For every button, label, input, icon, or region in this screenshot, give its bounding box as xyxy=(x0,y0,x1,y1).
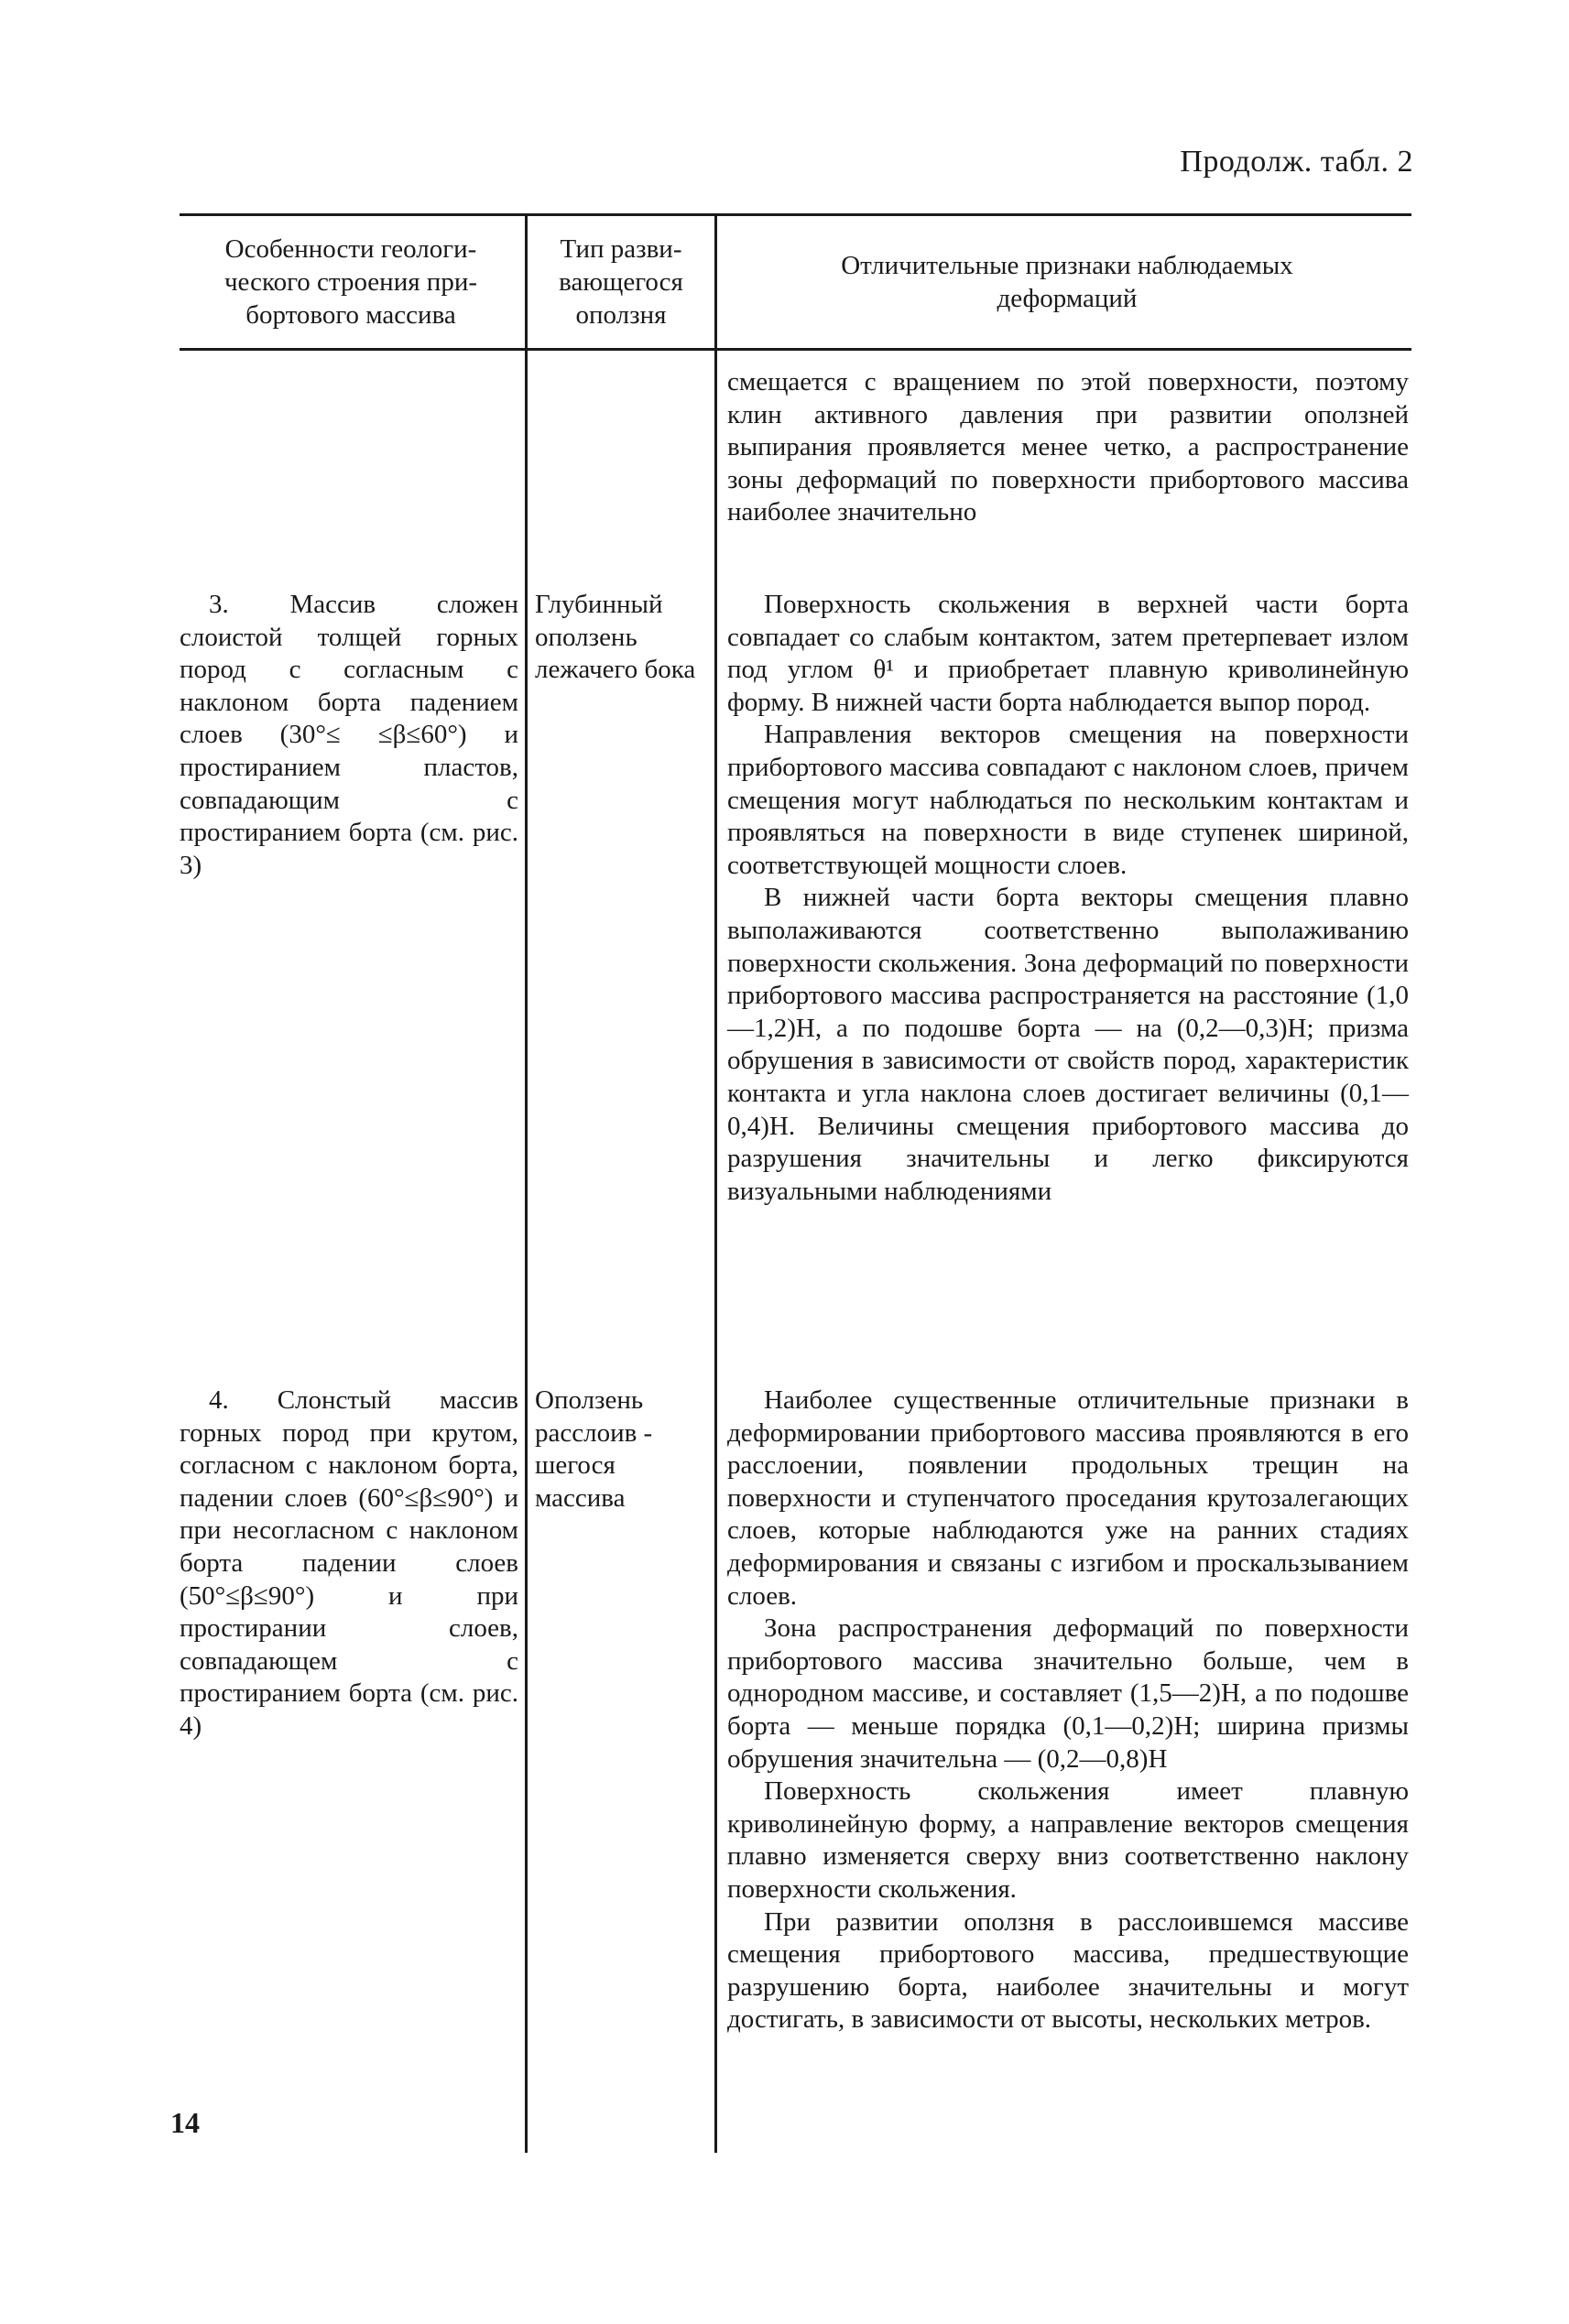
paragraph: Зона распространения деформаций по поверхности прибортового массива значительно больше, чем в однородном массиве, и составляет (1,5—2)H, а по подошве борта — меньше порядка (0,1—0,2)H; ширина призмы обрушения значительна — (0,2—0,8)H xyxy=(727,1613,1409,1774)
header-signs-line: деформаций xyxy=(997,284,1138,313)
paragraph: Оползень расслоив - шегося массива xyxy=(535,1385,653,1513)
header-landslide-type xyxy=(531,223,711,341)
paragraph: Поверхность скольжения имеет плавную криволинейную форму, а направление векторов смещения плавно изменяется сверху вниз соответственно наклону поверхности скольжения. xyxy=(727,1776,1409,1904)
table-top-rule xyxy=(180,213,1411,216)
header-signs-line: Отличительные признаки наблюдаемых xyxy=(841,251,1293,280)
paragraph: Наиболее существенные отличительные признаки в деформировании прибортового массива проявляются в его расслоении, появлении продольных трещин на поверхности и ступенчатого проседания крутозалегающих слоев, которые наблюдаются уже на ранних стадиях деформирования и связаны с изгибом и проскальзыванием слоев. xyxy=(727,1385,1409,1611)
header-type-line: Тип разви- xyxy=(560,234,682,264)
column-divider-1 xyxy=(525,213,528,2153)
continued-row-signs xyxy=(727,366,1409,529)
header-bottom-rule xyxy=(180,348,1411,351)
row4-type xyxy=(535,1385,711,1515)
page-number: 14 xyxy=(170,2106,200,2139)
paragraph: При развитии оползня в расслоившемся массиве смещения прибортового массива, предшествующие разрушению борта, наиболее значительны и могут достигать, в зависимости от высоты, нескольких метров. xyxy=(727,1906,1409,2035)
header-type-line: вающегося xyxy=(559,267,683,297)
column-divider-2 xyxy=(714,213,717,2153)
row3-geology xyxy=(180,589,518,882)
header-geology xyxy=(180,223,522,341)
header-type-line: оползня xyxy=(575,300,667,330)
paragraph: 3. Массив сложен слоистой толщей горных пород с согласным с наклоном борта падением слоев (30°≤ ≤β≤60°) и простиранием пластов, совпадающим с простиранием борта (см. рис. 3) xyxy=(180,590,518,880)
header-geology-line: ческого строения при- xyxy=(223,267,478,297)
paragraph: Поверхность скольжения в верхней части борта совпадает со слабым контактом, затем претерпевает излом под углом θ¹ и приобретает плавную криволинейную форму. В нижней части борта наблюдается выпор пород. xyxy=(727,590,1409,717)
header-geology-line: Особенности геологи- xyxy=(224,234,477,264)
header-deformation-signs xyxy=(724,223,1411,341)
paragraph: Глубинный оползень лежачего бока xyxy=(535,590,696,685)
paragraph: 4. Слонстый массив горных пород при крутом, согласном с наклоном борта, падении слоев (60°≤β≤90°) и при несогласном с наклоном борта падении слоев (50°≤β≤90°) и при простирании слоев, совпадающем с простиранием борта (см. рис. 4) xyxy=(180,1385,518,1741)
paragraph: В нижней части борта векторы смещения плавно выполаживаются соответственно выполаживанию поверхности скольжения. Зона деформаций по поверхности прибортового массива распространяется на расстояние (1,0—1,2)H, а по подошве борта — на (0,2—0,3)H; призма обрушения в зависимости от свойств пород, характеристик контакта и угла наклона слоев достигает величины (0,1—0,4)H. Величины смещения прибортового массива до разрушения значительны и легко фиксируются визуальными наблюдениями xyxy=(727,883,1409,1206)
row3-type xyxy=(535,589,711,687)
header-geology-line: бортового массива xyxy=(245,300,456,330)
paragraph: Направления векторов смещения на поверхности прибортового массива совпадают с наклоном слоев, причем смещения могут наблюдаться по нескольким контактам и проявляться на поверхности в виде ступенек шириной, соответствующей мощности слоев. xyxy=(727,720,1409,880)
table-caption: Продолж. табл. 2 xyxy=(1180,145,1413,179)
row4-signs xyxy=(727,1385,1409,2036)
paragraph: смещается с вращением по этой поверхности, поэтому клин активного давления при развитии оползней выпирания проявляется менее четко, а распространение зоны деформаций по поверхности прибортового массива наиболее значительно xyxy=(727,367,1409,527)
row4-geology xyxy=(180,1385,518,1743)
row3-signs xyxy=(727,589,1409,1208)
